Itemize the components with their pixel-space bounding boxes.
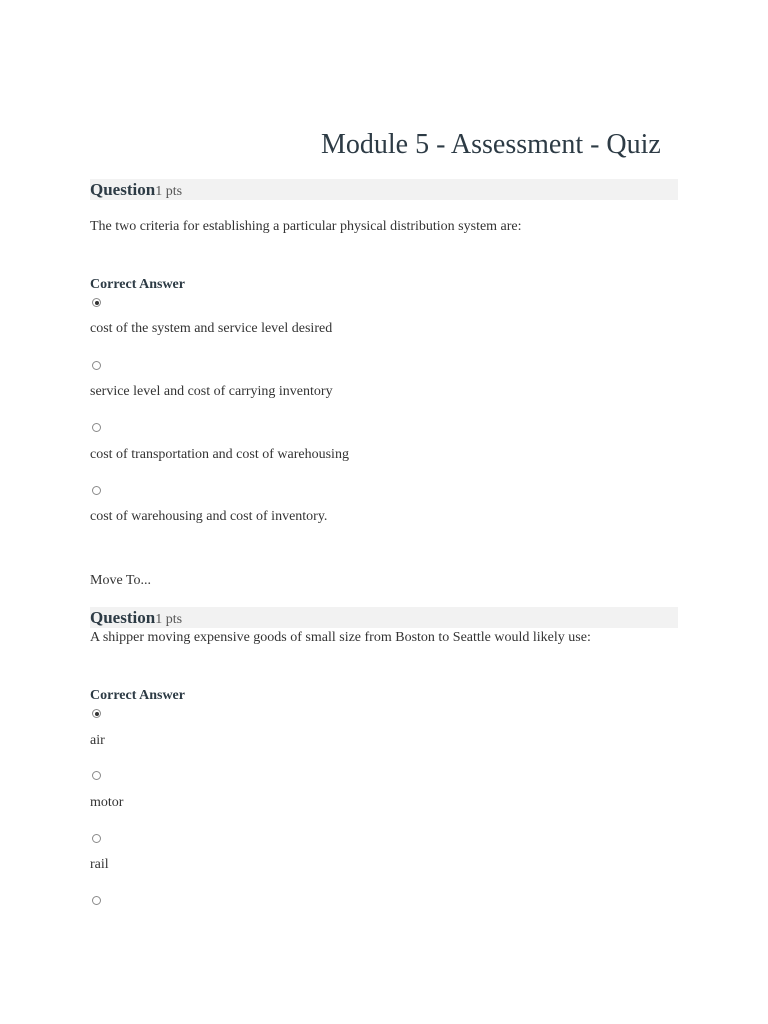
question-1-answer-1-radio[interactable]	[92, 298, 101, 307]
question-1-answer-1-label: cost of the system and service level desired	[90, 321, 333, 336]
question-2-header	[90, 607, 678, 628]
question-2-text: A shipper moving expensive goods of small size from Boston to Seattle would likely use:	[90, 630, 591, 645]
question-1-text: The two criteria for establishing a particular physical distribution system are:	[90, 219, 522, 234]
question-1-points: 1 pts	[155, 184, 183, 199]
question-1-name: Question	[90, 180, 156, 199]
question-2-name: Question	[90, 608, 156, 627]
question-1-header	[90, 179, 678, 200]
move-to-link[interactable]: Move To...	[90, 573, 151, 588]
question-2-answer-3-radio[interactable]	[92, 834, 101, 843]
question-2-answer-1-label: air	[90, 733, 105, 748]
question-2-answer-1-radio[interactable]	[92, 709, 101, 718]
question-2-points: 1 pts	[155, 612, 183, 627]
question-2-answer-2-radio[interactable]	[92, 771, 101, 780]
question-1-answer-3-label: cost of transportation and cost of warehousing	[90, 447, 349, 462]
question-1-answer-2-radio[interactable]	[92, 361, 101, 370]
question-1-answer-4-radio[interactable]	[92, 486, 101, 495]
question-2-correct-answer-label: Correct Answer	[90, 688, 185, 703]
question-1-correct-answer-label: Correct Answer	[90, 277, 185, 292]
question-2-answer-4-radio[interactable]	[92, 896, 101, 905]
question-2-answer-2-label: motor	[90, 795, 124, 810]
question-1-answer-4-label: cost of warehousing and cost of inventory.	[90, 509, 328, 524]
question-1-answer-3-radio[interactable]	[92, 423, 101, 432]
question-2-answer-3-label: rail	[90, 857, 109, 872]
page-title: Module 5 - Assessment - Quiz	[321, 129, 661, 160]
question-1-answer-2-label: service level and cost of carrying inventory	[90, 384, 333, 399]
